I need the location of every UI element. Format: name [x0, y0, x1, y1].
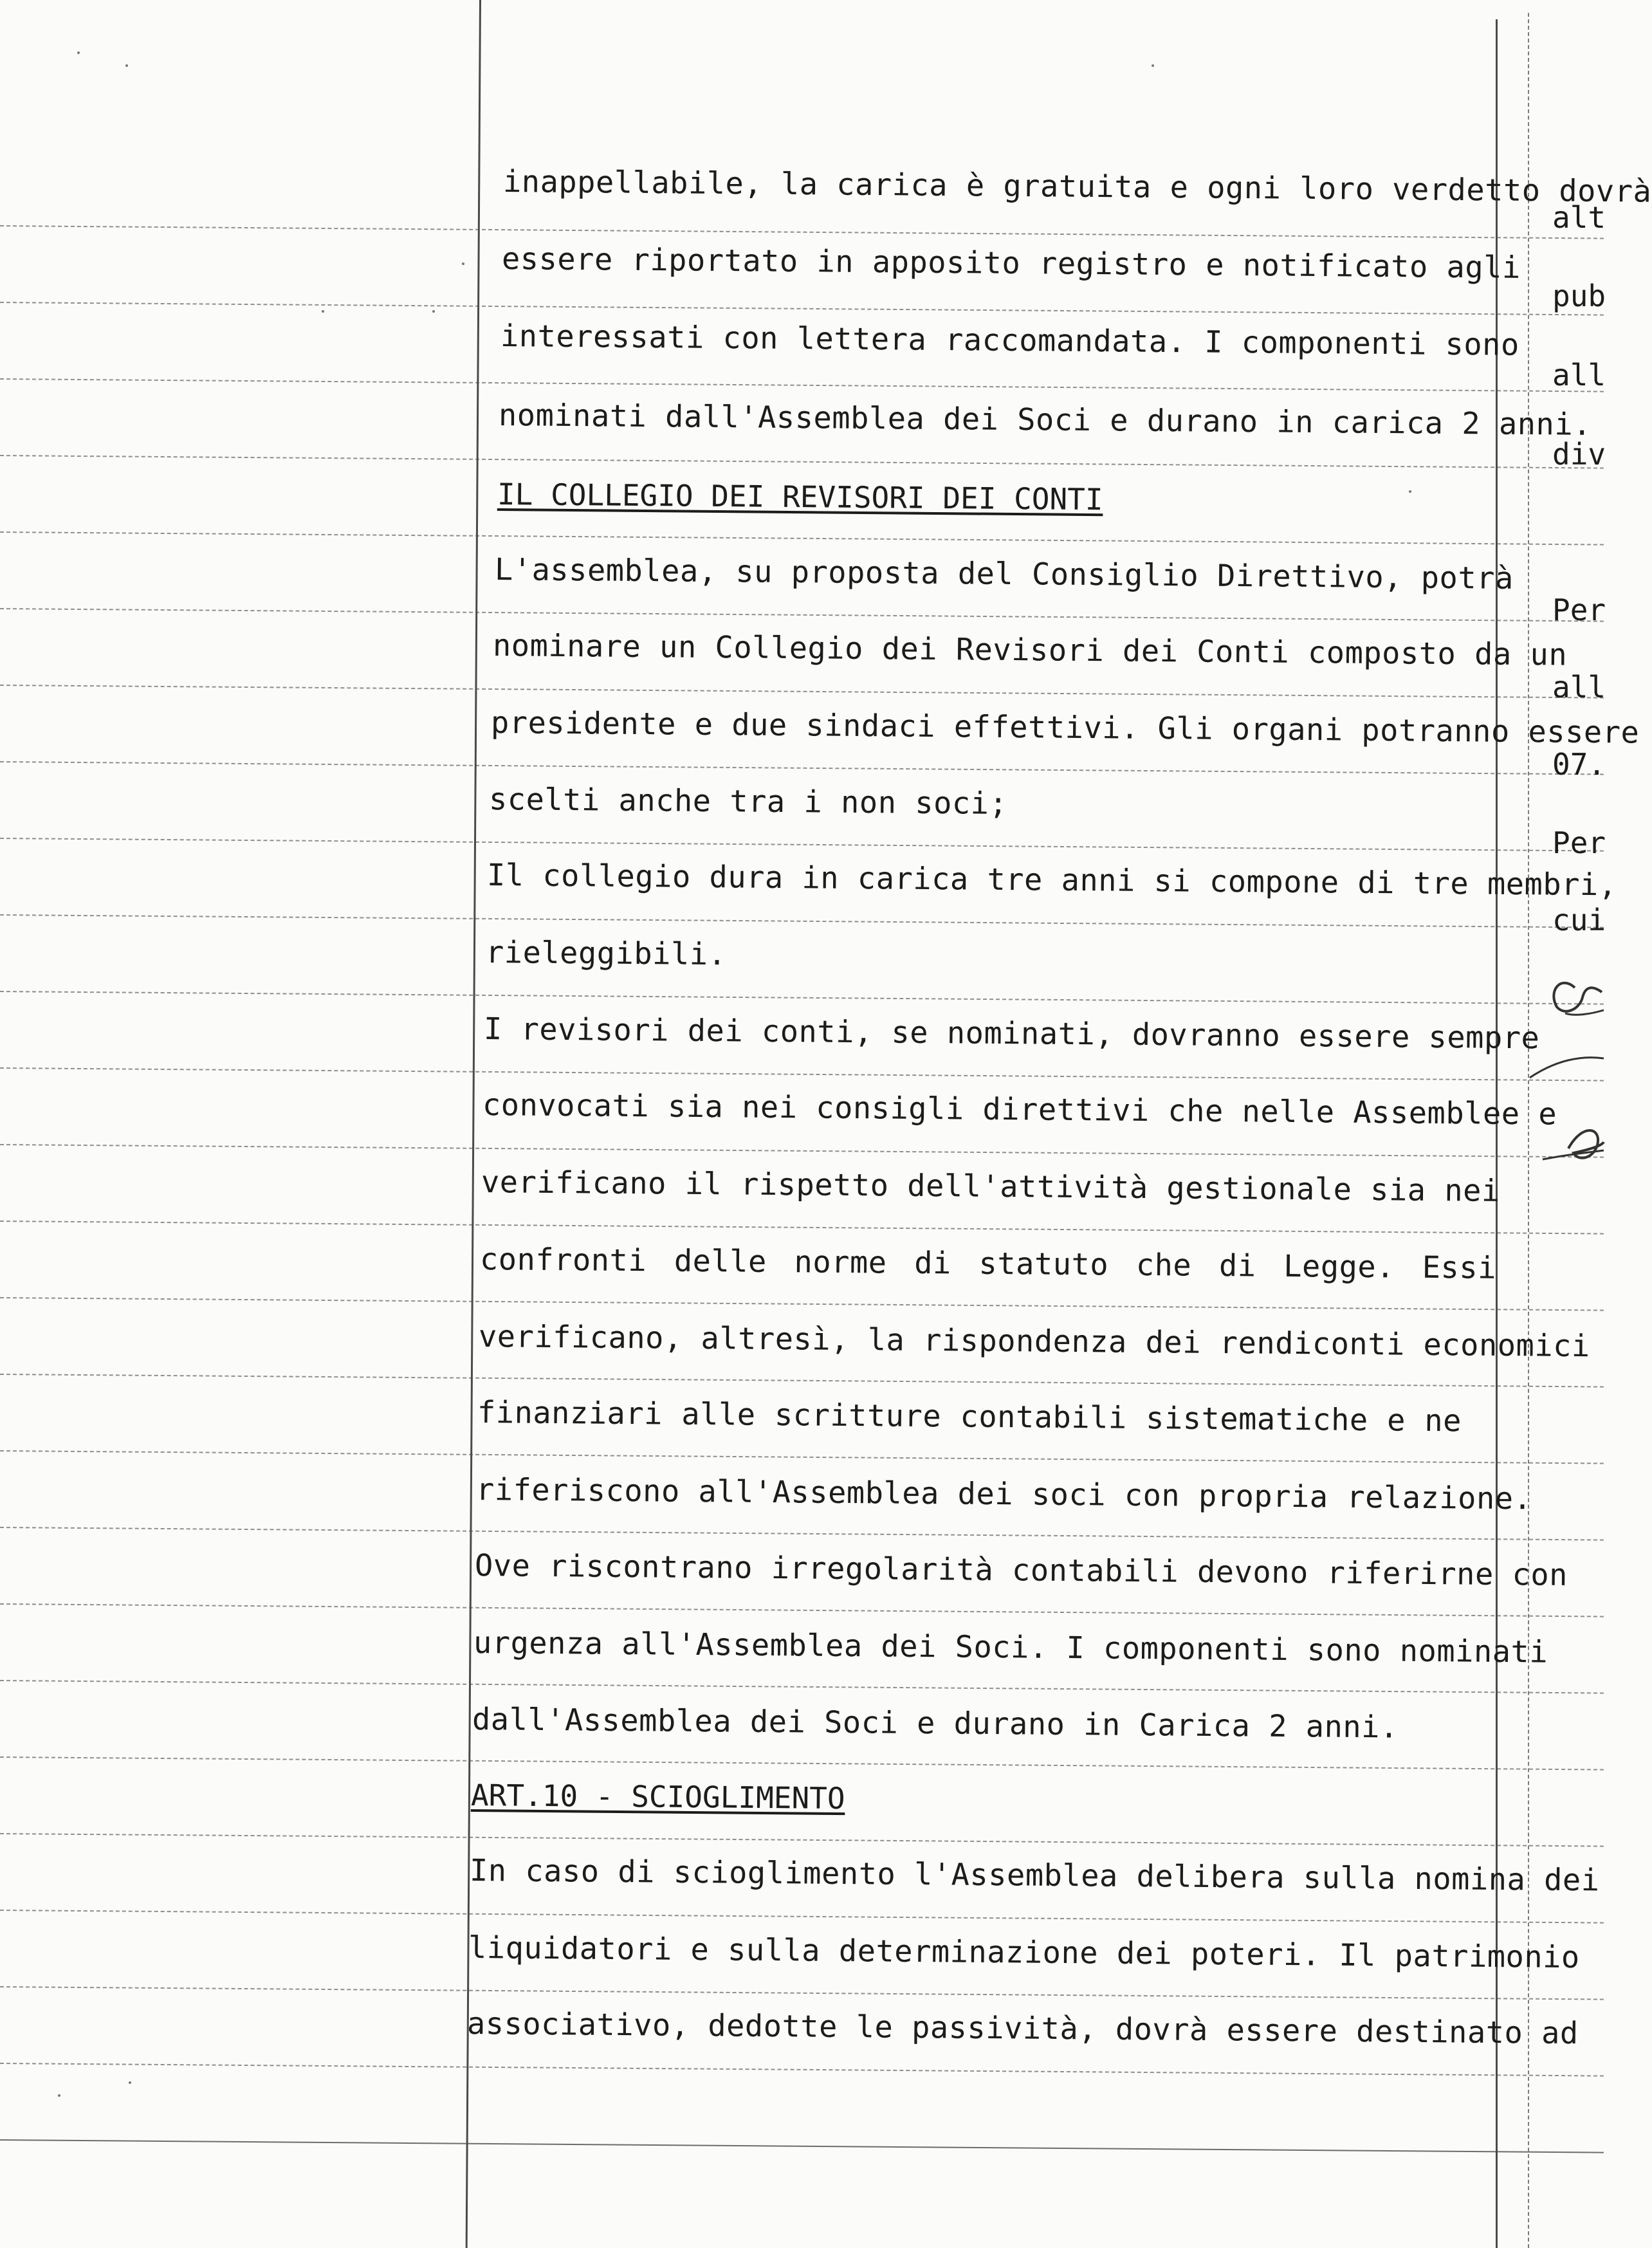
scan-speck	[77, 51, 80, 54]
text-line: verificano, altresì, la rispondenza dei rendiconti economici	[478, 1319, 1590, 1365]
adjacent-page-fragment: Per	[1552, 825, 1606, 860]
scan-speck	[129, 2081, 131, 2084]
text-line: Il collegio dura in carica tre anni si compone di tre membri,	[486, 858, 1617, 903]
adjacent-page-strip	[1530, 0, 1604, 2248]
text-line: interessati con lettera raccomandata. I componenti sono	[500, 318, 1519, 363]
scan-speck	[125, 64, 128, 67]
text-line: riferiscono all'Assemblea dei soci con propria relazione.	[475, 1472, 1532, 1517]
text-line: inappellabile, la carica è gratuita e ogni loro verdetto dovrà	[502, 164, 1652, 210]
text-line: dall'Assemblea dei Soci e durano in Carica 2 anni.	[472, 1702, 1399, 1746]
adjacent-page-fragment: div	[1552, 437, 1606, 472]
section-heading: ART.10 - SCIOGLIMENTO	[470, 1778, 845, 1816]
text-line: In caso di scioglimento l'Assemblea delibera sulla nomina dei	[469, 1853, 1600, 1899]
text-line: nominati dall'Assemblea dei Soci e durano in carica 2 anni.	[498, 398, 1592, 443]
text-line: Ove riscontrano irregolarità contabili devono riferirne con	[474, 1548, 1568, 1593]
text-line: nominare un Collegio dei Revisori dei Conti composto da un	[492, 628, 1568, 673]
text-line: verificano il rispetto dell'attività gestionale sia nei	[481, 1165, 1500, 1209]
text-line: finanziari alle scritture contabili sistematiche e ne	[477, 1395, 1462, 1439]
text-line: associativo, dedotte le passività, dovrà essere destinato ad	[466, 2006, 1579, 2052]
text-line: scelti anche tra i non soci;	[488, 782, 1008, 822]
scan-speck	[432, 310, 435, 313]
text-line: urgenza all'Assemblea dei Soci. I componenti sono nominati	[473, 1625, 1548, 1670]
text-line: rieleggibili.	[485, 935, 727, 973]
text-line: I revisori dei conti, se nominati, dovranno essere sempre	[483, 1011, 1540, 1056]
text-line: presidente e due sindaci effettivi. Gli organi potranno essere	[490, 705, 1640, 751]
section-heading: IL COLLEGIO DEI REVISORI DEI CONTI	[497, 477, 1103, 517]
scan-speck	[462, 263, 464, 265]
text-line: confronti delle norme di statuto che di Legge. Essi	[479, 1242, 1497, 1286]
text-line: liquidatori e sulla determinazione dei poteri. Il patrimonio	[468, 1930, 1580, 1976]
text-line: convocati sia nei consigli direttivi che nelle Assemblee e	[482, 1087, 1557, 1132]
adjacent-page-fragment: all	[1552, 670, 1606, 705]
handwritten-signature-mark	[1530, 952, 1604, 1197]
adjacent-page-fragment: cui	[1552, 903, 1606, 937]
scan-speck	[1409, 490, 1411, 493]
adjacent-page-fragment: alt	[1552, 200, 1606, 235]
adjacent-page-fragment: 07.	[1552, 747, 1606, 782]
scan-speck	[1152, 64, 1154, 67]
adjacent-page-fragment: Per	[1552, 593, 1606, 627]
text-line: essere riportato in apposito registro e notificato agli	[501, 241, 1521, 286]
adjacent-page-fragment: all	[1552, 358, 1606, 392]
scan-speck	[58, 2094, 60, 2097]
text-line: L'assemblea, su proposta del Consiglio Direttivo, potrà	[494, 552, 1514, 596]
scan-speck	[322, 310, 324, 313]
adjacent-page-fragment: pub	[1552, 279, 1606, 313]
